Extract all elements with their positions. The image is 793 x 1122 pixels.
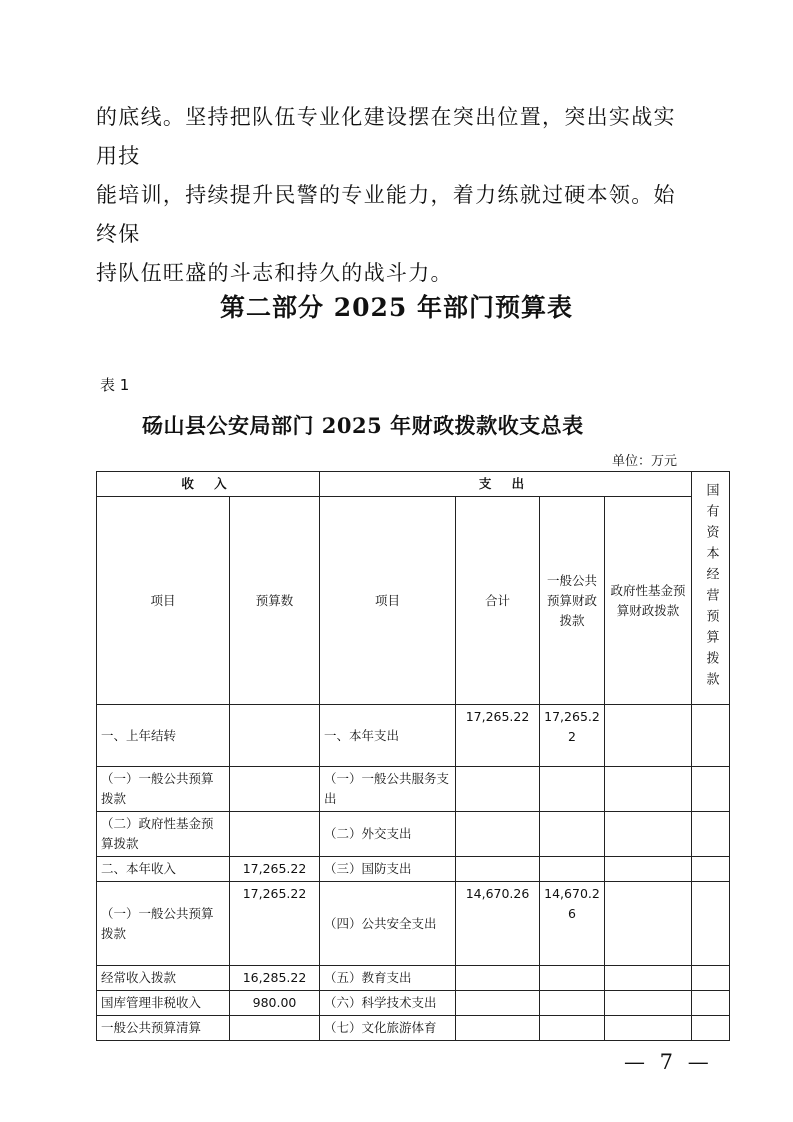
unit-label: 单位：万元	[612, 454, 678, 469]
general-budget-header: 一般公共预算财政拨款	[540, 497, 605, 705]
income-item-header: 项目	[97, 497, 230, 705]
general-budget-cell	[540, 966, 605, 991]
table-row	[97, 767, 730, 812]
total-cell	[456, 991, 540, 1016]
column-header-row	[97, 497, 730, 705]
income-amount-cell	[230, 705, 320, 767]
table-row	[97, 705, 730, 767]
table-title: 砀山县公安局部门 2025 年财政拨款收支总表	[142, 413, 584, 438]
intro-paragraph	[96, 98, 696, 293]
total-cell	[456, 1016, 540, 1041]
total-cell: 14,670.26	[456, 882, 540, 966]
state-capital-cell	[692, 812, 730, 857]
general-budget-cell: 14,670.26	[540, 882, 605, 966]
state-capital-header-text: 国有资本经营预算拨款	[703, 483, 719, 693]
income-item-cell: 一般公共预算清算	[97, 1016, 230, 1041]
paragraph-line: 的底线。坚持把队伍专业化建设摆在突出位置，突出实战实用技	[96, 105, 676, 168]
general-budget-cell	[540, 767, 605, 812]
income-amount-cell: 980.00	[230, 991, 320, 1016]
expenditure-item-header: 项目	[320, 497, 456, 705]
general-budget-cell	[540, 857, 605, 882]
gov-fund-cell	[605, 705, 692, 767]
budget-amount-header: 预算数	[230, 497, 320, 705]
expenditure-item-cell: （一）一般公共服务支出	[320, 767, 456, 812]
state-capital-cell	[692, 966, 730, 991]
gov-fund-header: 政府性基金预算财政拨款	[605, 497, 692, 705]
expenditure-item-cell: （七）文化旅游体育	[320, 1016, 456, 1041]
state-capital-cell	[692, 882, 730, 966]
income-amount-cell	[230, 812, 320, 857]
page-number: — 7 —	[624, 1050, 713, 1074]
table-row	[97, 991, 730, 1016]
expenditure-item-cell: （五）教育支出	[320, 966, 456, 991]
income-amount-cell	[230, 767, 320, 812]
gov-fund-cell	[605, 812, 692, 857]
total-cell	[456, 812, 540, 857]
table-row	[97, 1016, 730, 1041]
expenditure-item-cell: （三）国防支出	[320, 857, 456, 882]
total-header: 合计	[456, 497, 540, 705]
part-title: 第二部分 2025 年部门预算表	[220, 293, 573, 322]
income-amount-cell: 17,265.22	[230, 857, 320, 882]
income-item-cell: （一）一般公共预算拨款	[97, 882, 230, 966]
gov-fund-cell	[605, 857, 692, 882]
expenditure-item-cell: （四）公共安全支出	[320, 882, 456, 966]
general-budget-cell	[540, 812, 605, 857]
paragraph-line: 持队伍旺盛的斗志和持久的战斗力。	[96, 261, 453, 285]
expenditure-item-cell: （二）外交支出	[320, 812, 456, 857]
income-item-cell: 二、本年收入	[97, 857, 230, 882]
income-amount-cell: 17,265.22	[230, 882, 320, 966]
state-capital-cell	[692, 1016, 730, 1041]
state-capital-cell	[692, 991, 730, 1016]
income-group-header: 收 入	[97, 472, 320, 497]
general-budget-cell	[540, 991, 605, 1016]
income-amount-cell: 16,285.22	[230, 966, 320, 991]
table-row	[97, 857, 730, 882]
table-row	[97, 882, 730, 966]
state-capital-cell	[692, 705, 730, 767]
income-item-cell: 经常收入拨款	[97, 966, 230, 991]
expenditure-group-header: 支 出	[320, 472, 692, 497]
total-cell: 17,265.22	[456, 705, 540, 767]
total-cell	[456, 767, 540, 812]
state-capital-cell	[692, 767, 730, 812]
gov-fund-cell	[605, 991, 692, 1016]
expenditure-item-cell: （六）科学技术支出	[320, 991, 456, 1016]
gov-fund-cell	[605, 1016, 692, 1041]
group-header-row	[97, 472, 730, 497]
income-item-cell: （一）一般公共预算拨款	[97, 767, 230, 812]
state-capital-cell	[692, 857, 730, 882]
income-amount-cell	[230, 1016, 320, 1041]
total-cell	[456, 966, 540, 991]
table-number: 表 1	[100, 376, 130, 394]
general-budget-cell: 17,265.22	[540, 705, 605, 767]
state-capital-header	[692, 472, 730, 705]
total-cell	[456, 857, 540, 882]
income-item-cell: 一、上年结转	[97, 705, 230, 767]
budget-table	[96, 471, 730, 1041]
expenditure-item-cell: 一、本年支出	[320, 705, 456, 767]
table-row	[97, 812, 730, 857]
gov-fund-cell	[605, 767, 692, 812]
general-budget-cell	[540, 1016, 605, 1041]
paragraph-line: 能培训，持续提升民警的专业能力，着力练就过硬本领。始终保	[96, 183, 676, 246]
income-item-cell: （二）政府性基金预算拨款	[97, 812, 230, 857]
gov-fund-cell	[605, 966, 692, 991]
table-row	[97, 966, 730, 991]
gov-fund-cell	[605, 882, 692, 966]
income-item-cell: 国库管理非税收入	[97, 991, 230, 1016]
